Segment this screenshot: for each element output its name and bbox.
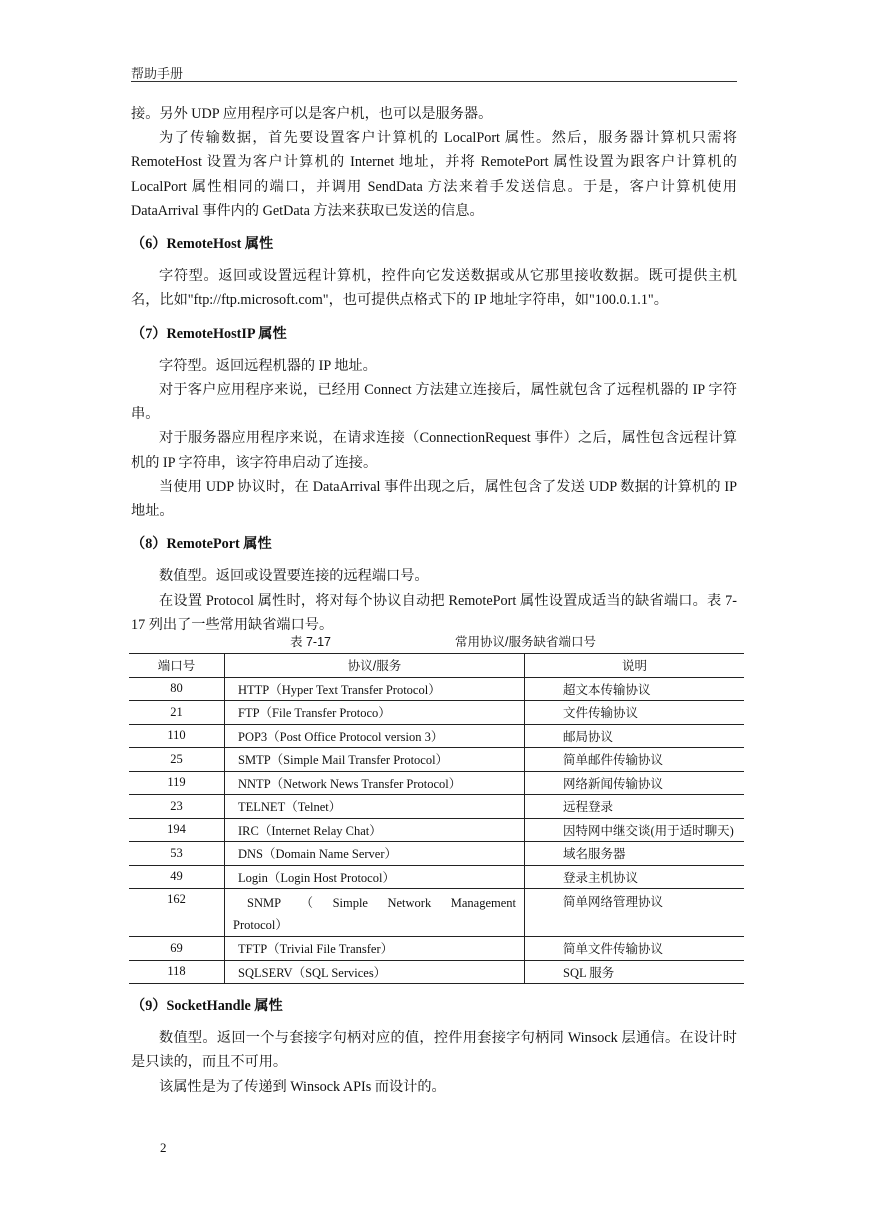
protocol-cell-line-1 <box>225 892 524 914</box>
table-row <box>129 889 744 937</box>
description-cell: 远程登录 <box>525 795 745 819</box>
paragraph: 对于客户应用程序来说，已经用 Connect 方法建立连接后，属性就包含了远程机器的 IP 字符串。 <box>131 382 737 423</box>
section-heading-remotehostip: （7）RemoteHostIP 属性 <box>131 325 287 342</box>
protocol-cell <box>225 889 525 937</box>
body-section-1 <box>131 102 737 637</box>
port-cell: 69 <box>129 937 225 961</box>
paragraph: 为了传输数据，首先要设置客户计算机的 LocalPort 属性。然后，服务器计算机只需将 RemoteHost 设置为客户计算机的 Internet 地址，并将 RemotePort 属性设置为跟客户计算机的 LocalPort 属性相同的端口，并调用 SendData 方法来着手发送信息。于是，客户计算机使用 DataArrival 事件内的 GetData 方法来获取已发送的信息。 <box>131 130 737 219</box>
protocol-cell: TFTP（Trivial File Transfer） <box>225 937 525 961</box>
description-cell: 因特网中继交谈(用于适时聊天) <box>525 818 745 842</box>
description-cell: SQL 服务 <box>525 960 745 984</box>
paragraph: 在设置 Protocol 属性时，将对每个协议自动把 RemotePort 属性设置成适当的缺省端口。表 7-17 列出了一些常用缺省端口号。 <box>131 592 737 633</box>
section-heading-remoteport: （8）RemotePort 属性 <box>131 536 272 553</box>
table-row <box>129 677 744 701</box>
protocol-cell: DNS（Domain Name Server） <box>225 842 525 866</box>
protocol-cell-line-2: Protocol） <box>233 918 288 932</box>
paragraph: 接。另外 UDP 应用程序可以是客户机，也可以是服务器。 <box>131 106 493 122</box>
table-row <box>129 842 744 866</box>
port-cell: 118 <box>129 960 225 984</box>
table-header-row <box>129 654 744 678</box>
word: SNMP <box>247 896 282 910</box>
paragraph: 该属性是为了传递到 Winsock APIs 而设计的。 <box>159 1078 446 1095</box>
table-number: 表 7-17 <box>290 635 331 649</box>
port-cell: 80 <box>129 677 225 701</box>
table-caption <box>290 632 596 650</box>
table-row <box>129 937 744 961</box>
description-cell: 超文本传输协议 <box>525 677 745 701</box>
protocol-cell: FTP（File Transfer Protoco） <box>225 701 525 725</box>
table-row <box>129 818 744 842</box>
table-title: 常用协议/服务缺省端口号 <box>455 635 596 649</box>
protocol-cell: IRC（Internet Relay Chat） <box>225 818 525 842</box>
column-header: 协议/服务 <box>225 654 525 678</box>
section-heading-remotehost: （6）RemoteHost 属性 <box>131 236 274 253</box>
description-cell: 网络新闻传输协议 <box>525 771 745 795</box>
table-row <box>129 701 744 725</box>
table-row <box>129 724 744 748</box>
protocol-cell: SMTP（Simple Mail Transfer Protocol） <box>225 748 525 772</box>
description-cell: 登录主机协议 <box>525 865 745 889</box>
column-header: 说明 <box>525 654 745 678</box>
description-cell: 文件传输协议 <box>525 701 745 725</box>
protocol-cell: HTTP（Hyper Text Transfer Protocol） <box>225 677 525 701</box>
paragraph: 字符型。返回远程机器的 IP 地址。 <box>159 357 377 374</box>
description-cell: 邮局协议 <box>525 724 745 748</box>
paragraph: 对于服务器应用程序来说，在请求连接（ConnectionRequest 事件）之后，属性包含远程计算机的 IP 字符串，该字符串启动了连接。 <box>131 430 737 471</box>
description-cell: 简单邮件传输协议 <box>525 748 745 772</box>
port-cell: 23 <box>129 795 225 819</box>
table-row <box>129 748 744 772</box>
protocol-cell: SQLSERV（SQL Services） <box>225 960 525 984</box>
description-cell: 简单文件传输协议 <box>525 937 745 961</box>
column-header: 端口号 <box>129 654 225 678</box>
protocol-cell: NNTP（Network News Transfer Protocol） <box>225 771 525 795</box>
table-row <box>129 865 744 889</box>
port-cell: 162 <box>129 889 225 937</box>
table-row <box>129 795 744 819</box>
word: Network <box>387 896 432 910</box>
description-cell: 简单网络管理协议 <box>525 889 745 937</box>
paragraph: 数值型。返回或设置要连接的远程端口号。 <box>159 568 429 585</box>
paragraph: 当使用 UDP 协议时，在 DataArrival 事件出现之后，属性包含了发送 UDP 数据的计算机的 IP 地址。 <box>131 478 737 520</box>
protocol-cell: Login（Login Host Protocol） <box>225 865 525 889</box>
port-cell: 194 <box>129 818 225 842</box>
table-row <box>129 960 744 984</box>
protocol-cell: POP3（Post Office Protocol version 3） <box>225 724 525 748</box>
port-cell: 21 <box>129 701 225 725</box>
paragraph: 数值型。返回一个与套接字句柄对应的值，控件用套接字句柄同 Winsock 层通信。在设计时是只读的，而且不可用。 <box>131 1030 737 1071</box>
word: Management <box>450 896 516 910</box>
port-cell: 25 <box>129 748 225 772</box>
port-table <box>129 653 744 984</box>
port-cell: 53 <box>129 842 225 866</box>
paragraph: 字符型。返回或设置远程计算机，控件向它发送数据或从它那里接收数据。既可提供主机名，比如"ftp://ftp.microsoft.com"，也可提供点格式下的 IP 地址字符串，如"100.0.1.1"。 <box>131 268 737 309</box>
description-cell: 域名服务器 <box>525 842 745 866</box>
port-cell: 49 <box>129 865 225 889</box>
page-header-title: 帮助手册 <box>131 66 184 81</box>
body-section-2 <box>131 994 737 1099</box>
port-cell: 110 <box>129 724 225 748</box>
word: （ <box>300 896 314 910</box>
word: Simple <box>332 896 368 910</box>
section-heading-sockethandle: （9）SocketHandle 属性 <box>131 998 283 1014</box>
port-cell: 119 <box>129 771 225 795</box>
table-row <box>129 771 744 795</box>
page-number: 2 <box>160 1140 167 1155</box>
protocol-cell: TELNET（Telnet） <box>225 795 525 819</box>
header-divider <box>131 81 737 82</box>
